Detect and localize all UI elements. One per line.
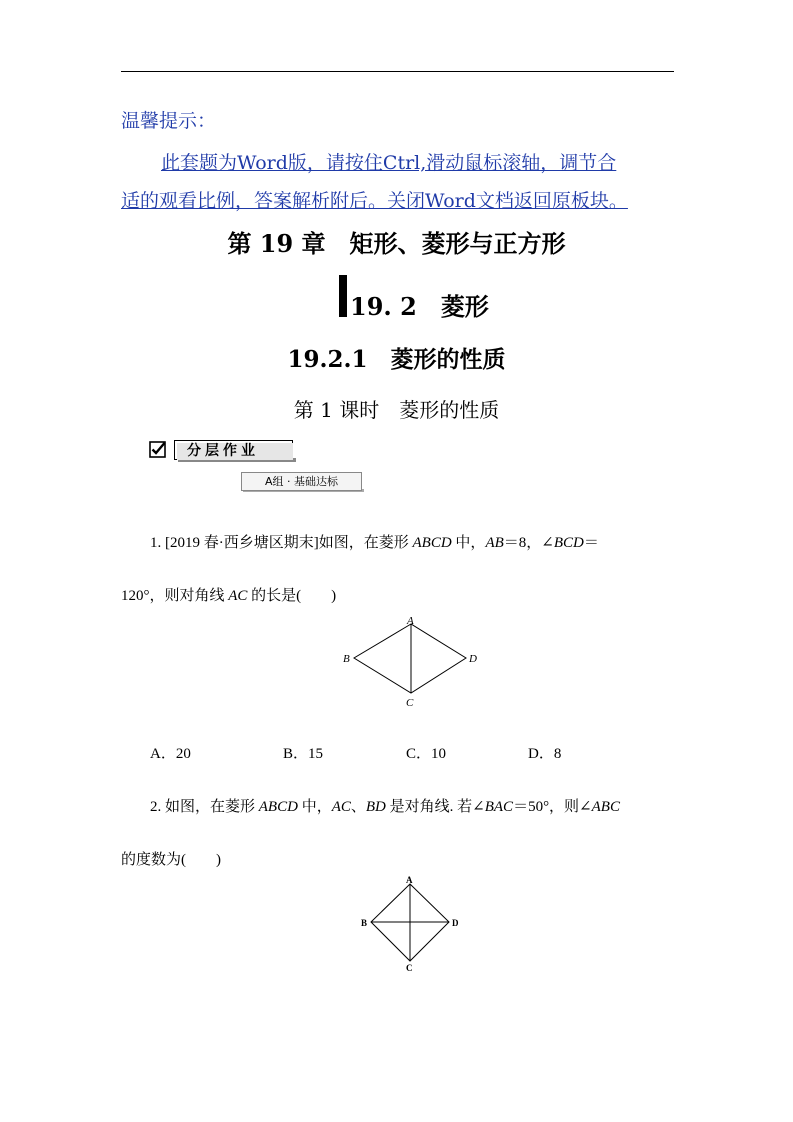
question-1-line-1: 1. [2019 春·西乡塘区期末]如图，在菱形 ABCD 中，AB＝8，∠BCD＝	[150, 535, 599, 551]
label-b: B	[343, 653, 350, 665]
label-c: C	[406, 697, 414, 709]
option-a[interactable]: A．20	[150, 746, 191, 762]
question-2-line-2: 的度数为( )	[121, 852, 221, 868]
label-d: D	[452, 918, 459, 928]
section-title: 19. 2 菱形	[350, 292, 489, 321]
question-2-figure	[355, 872, 470, 977]
option-c[interactable]: C．10	[406, 746, 447, 762]
homework-label: 分层作业	[177, 443, 293, 460]
rhombus-1	[354, 624, 466, 693]
question-1-line-2: 120°，则对角线 AC 的长是( )	[121, 588, 337, 604]
label-a: A	[406, 875, 413, 885]
checkbox-checked-icon	[149, 441, 166, 458]
tip-line-2[interactable]: 适的观看比例，答案解析附后。关闭Word文档返回原板块。	[121, 190, 628, 212]
top-rule	[121, 71, 674, 72]
label-d: D	[469, 653, 477, 665]
section-bar	[339, 275, 347, 317]
question-1-figure	[330, 610, 490, 710]
tip-body	[121, 144, 681, 220]
subsection-title: 19.2.1 菱形的性质	[287, 346, 506, 373]
rhombus-2	[371, 884, 449, 961]
label-a: A	[407, 615, 414, 627]
option-d[interactable]: D．8	[528, 746, 562, 762]
option-b[interactable]: B．15	[283, 746, 324, 762]
label-c: C	[406, 963, 413, 973]
chapter-title: 第 19 章 矩形、菱形与正方形	[227, 229, 566, 258]
tip-title: 温馨提示：	[121, 110, 217, 132]
lesson-title: 第 1 课时 菱形的性质	[293, 398, 500, 422]
question-2-line-1: 2. 如图，在菱形 ABCD 中，AC、BD 是对角线. 若∠BAC＝50°，则∠ABC	[150, 799, 620, 815]
label-b: B	[361, 918, 368, 928]
group-label: A组 · 基础达标	[241, 472, 362, 491]
tip-line-1[interactable]: 此套题为Word版，请按住Ctrl,滑动鼠标滚轴，调节合	[161, 152, 617, 174]
